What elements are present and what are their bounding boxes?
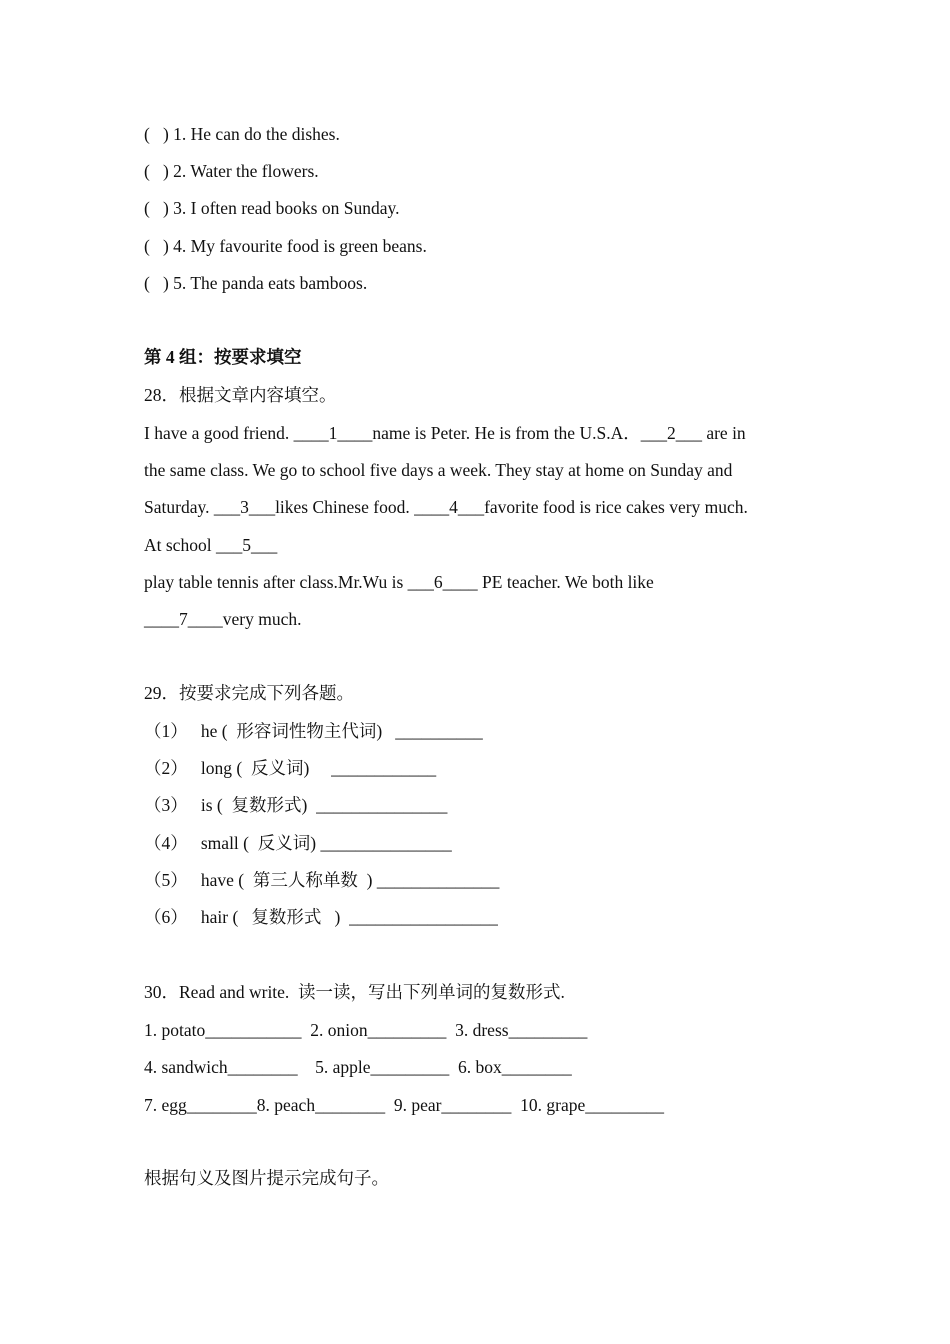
- passage-line: the same class. We go to school five days a week. They stay at home on Sunday and: [144, 460, 733, 480]
- group-heading: 第 4 组：按要求填空: [144, 347, 302, 367]
- question-29-item: （2） long ( 反义词) ____________: [144, 758, 437, 778]
- question-29-item: （5） have ( 第三人称单数 ) ______________: [144, 870, 500, 890]
- question-30-row: 1. potato___________ 2. onion_________ 3. dress_________: [144, 1020, 588, 1040]
- passage-line: I have a good friend. ____1____name is Peter. He is from the U.S.A．___2___ are in: [144, 423, 746, 443]
- question-29-item: （4） small ( 反义词) _______________: [144, 833, 452, 853]
- match-item: ( ) 3. I often read books on Sunday.: [144, 198, 400, 218]
- match-item: ( ) 1. He can do the dishes.: [144, 124, 340, 144]
- question-30-row: 7. egg________8. peach________ 9. pear________ 10. grape_________: [144, 1095, 665, 1115]
- match-item: ( ) 5. The panda eats bamboos.: [144, 273, 368, 293]
- question-29-item: （1） he ( 形容词性物主代词) __________: [144, 721, 483, 741]
- question-28-title: 28．根据文章内容填空。: [144, 385, 337, 405]
- question-29-title: 29．按要求完成下列各题。: [144, 683, 354, 703]
- match-item: ( ) 2. Water the flowers.: [144, 161, 319, 181]
- question-30-title: 30．Read and write. 读一读，写出下列单词的复数形式.: [144, 982, 565, 1002]
- question-29-item: （6） hair ( 复数形式 ) _________________: [144, 907, 498, 927]
- passage-line: play table tennis after class.Mr.Wu is ___6____ PE teacher. We both like: [144, 572, 654, 592]
- passage-line: ____7____very much.: [144, 609, 302, 629]
- question-29-item: （3） is ( 复数形式) _______________: [144, 795, 448, 815]
- question-30-row: 4. sandwich________ 5. apple_________ 6. box________: [144, 1057, 572, 1077]
- final-instruction: 根据句义及图片提示完成句子。: [144, 1168, 389, 1188]
- passage-line: At school ___5___: [144, 535, 278, 555]
- passage-line: Saturday. ___3___likes Chinese food. ____4___favorite food is rice cakes very much.: [144, 497, 748, 517]
- match-item: ( ) 4. My favourite food is green beans.: [144, 236, 427, 256]
